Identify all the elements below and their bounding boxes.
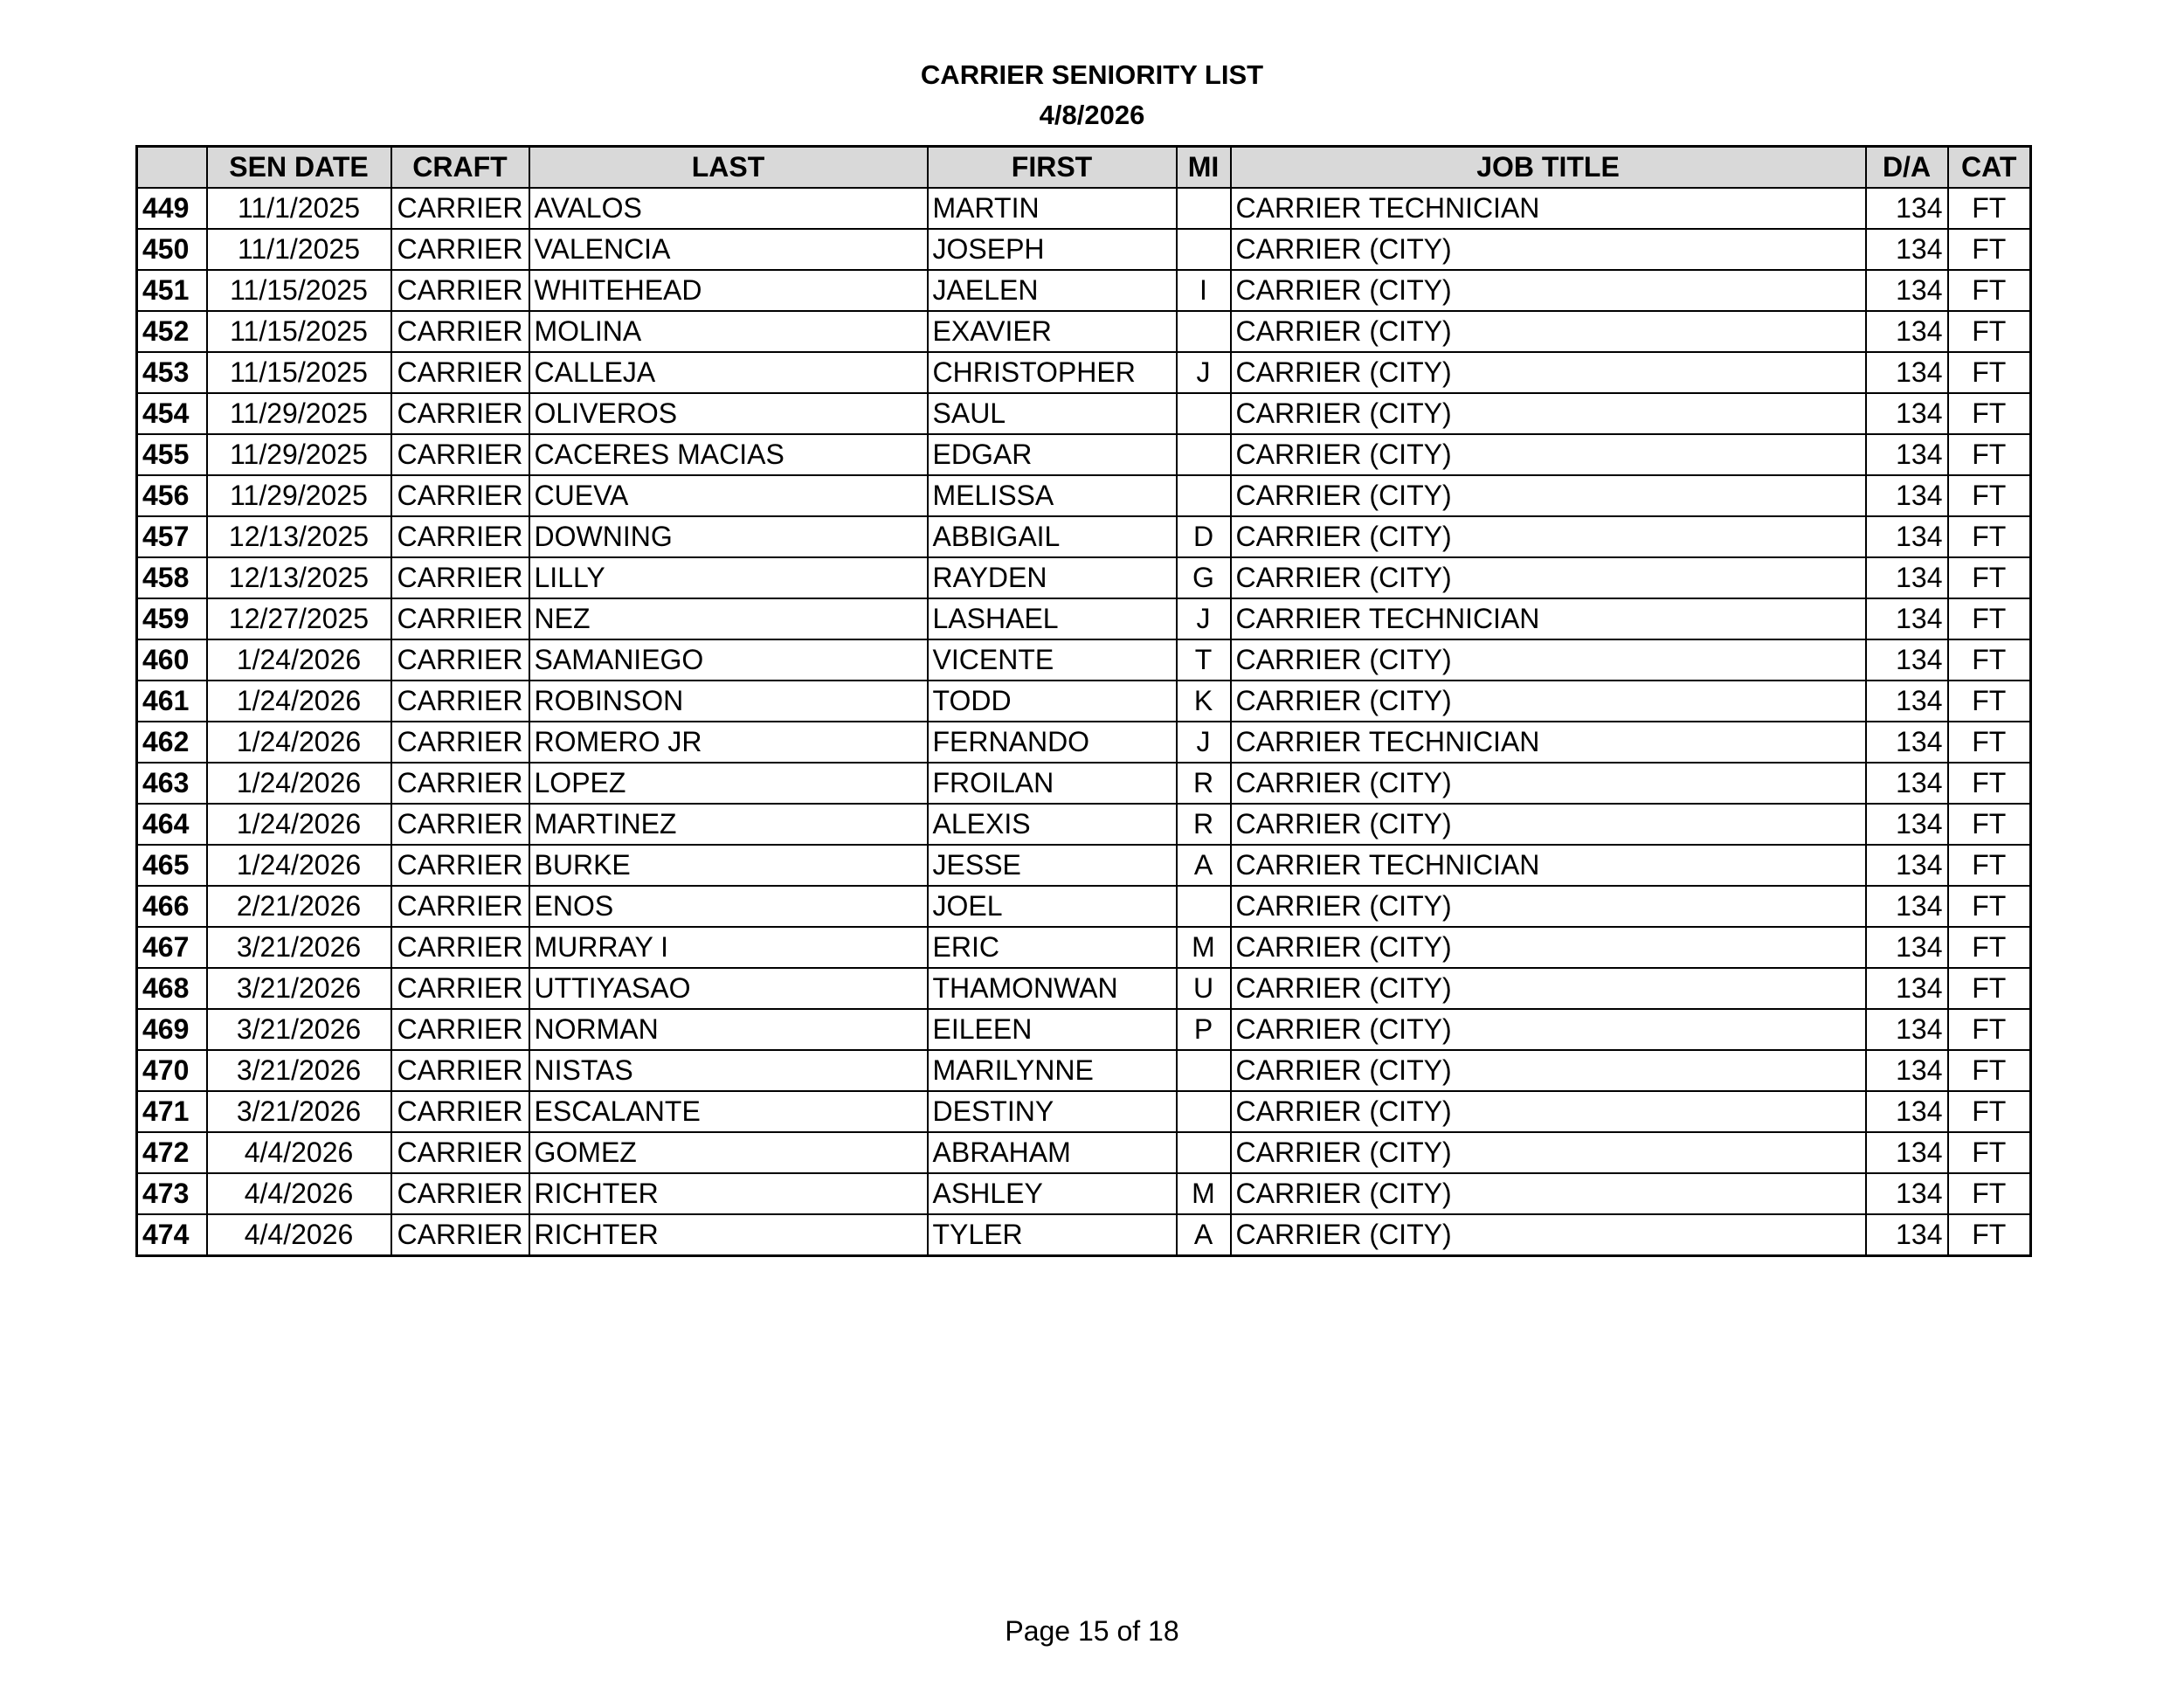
table-row — [137, 1132, 2031, 1173]
table-row — [137, 188, 2031, 229]
cell-mi — [1177, 1050, 1231, 1091]
table-row — [137, 557, 2031, 598]
cell-mi — [1177, 393, 1231, 434]
table-row — [137, 845, 2031, 886]
cell-first: MELISSA — [928, 475, 1177, 516]
cell-sen-date: 3/21/2026 — [207, 1050, 391, 1091]
page-footer: Page 15 of 18 — [1005, 1615, 1179, 1647]
cell-last: DOWNING — [529, 516, 928, 557]
cell-craft: CARRIER — [391, 516, 529, 557]
cell-craft: CARRIER — [391, 598, 529, 639]
cell-last: CALLEJA — [529, 352, 928, 393]
cell-mi — [1177, 311, 1231, 352]
cell-first: EXAVIER — [928, 311, 1177, 352]
cell-craft: CARRIER — [391, 1173, 529, 1214]
table-row — [137, 722, 2031, 763]
cell-cat: FT — [1948, 516, 2031, 557]
cell-number: 460 — [137, 639, 207, 681]
cell-cat: FT — [1948, 434, 2031, 475]
cell-number: 466 — [137, 886, 207, 927]
cell-mi — [1177, 886, 1231, 927]
cell-sen-date: 3/21/2026 — [207, 927, 391, 968]
cell-first: JOSEPH — [928, 229, 1177, 270]
cell-number: 450 — [137, 229, 207, 270]
cell-da: 134 — [1866, 681, 1948, 722]
cell-last: ESCALANTE — [529, 1091, 928, 1132]
table-row — [137, 681, 2031, 722]
cell-da: 134 — [1866, 927, 1948, 968]
cell-da: 134 — [1866, 1132, 1948, 1173]
cell-cat: FT — [1948, 1173, 2031, 1214]
header-sen-date: SEN DATE — [207, 147, 391, 189]
cell-mi: A — [1177, 1214, 1231, 1256]
cell-cat: FT — [1948, 188, 2031, 229]
cell-last: CUEVA — [529, 475, 928, 516]
cell-last: AVALOS — [529, 188, 928, 229]
cell-mi: A — [1177, 845, 1231, 886]
cell-last: OLIVEROS — [529, 393, 928, 434]
cell-number: 470 — [137, 1050, 207, 1091]
cell-number: 461 — [137, 681, 207, 722]
cell-sen-date: 4/4/2026 — [207, 1132, 391, 1173]
cell-sen-date: 1/24/2026 — [207, 763, 391, 804]
cell-mi: J — [1177, 352, 1231, 393]
table-row — [137, 475, 2031, 516]
cell-first: JAELEN — [928, 270, 1177, 311]
cell-da: 134 — [1866, 352, 1948, 393]
table-row — [137, 393, 2031, 434]
cell-cat: FT — [1948, 475, 2031, 516]
table-row — [137, 598, 2031, 639]
cell-job-title: CARRIER TECHNICIAN — [1231, 722, 1866, 763]
cell-job-title: CARRIER (CITY) — [1231, 681, 1866, 722]
cell-craft: CARRIER — [391, 188, 529, 229]
cell-sen-date: 12/13/2025 — [207, 557, 391, 598]
cell-last: GOMEZ — [529, 1132, 928, 1173]
cell-cat: FT — [1948, 639, 2031, 681]
cell-sen-date: 12/13/2025 — [207, 516, 391, 557]
table-row — [137, 229, 2031, 270]
cell-craft: CARRIER — [391, 311, 529, 352]
cell-sen-date: 1/24/2026 — [207, 845, 391, 886]
cell-mi — [1177, 229, 1231, 270]
cell-cat: FT — [1948, 311, 2031, 352]
table-row — [137, 639, 2031, 681]
cell-craft: CARRIER — [391, 229, 529, 270]
cell-cat: FT — [1948, 722, 2031, 763]
cell-cat: FT — [1948, 845, 2031, 886]
cell-number: 468 — [137, 968, 207, 1009]
cell-first: LASHAEL — [928, 598, 1177, 639]
cell-da: 134 — [1866, 845, 1948, 886]
cell-first: EDGAR — [928, 434, 1177, 475]
cell-sen-date: 11/29/2025 — [207, 434, 391, 475]
cell-da: 134 — [1866, 229, 1948, 270]
table-header-row — [137, 147, 2031, 189]
cell-da: 134 — [1866, 1173, 1948, 1214]
cell-number: 457 — [137, 516, 207, 557]
cell-sen-date: 1/24/2026 — [207, 639, 391, 681]
cell-first: ERIC — [928, 927, 1177, 968]
cell-cat: FT — [1948, 886, 2031, 927]
cell-sen-date: 1/24/2026 — [207, 722, 391, 763]
cell-cat: FT — [1948, 229, 2031, 270]
cell-number: 459 — [137, 598, 207, 639]
cell-last: SAMANIEGO — [529, 639, 928, 681]
table-row — [137, 927, 2031, 968]
cell-first: MARTIN — [928, 188, 1177, 229]
cell-number: 472 — [137, 1132, 207, 1173]
cell-craft: CARRIER — [391, 1132, 529, 1173]
table-row — [137, 1091, 2031, 1132]
cell-craft: CARRIER — [391, 1091, 529, 1132]
cell-cat: FT — [1948, 1214, 2031, 1256]
cell-sen-date: 3/21/2026 — [207, 1009, 391, 1050]
cell-job-title: CARRIER (CITY) — [1231, 434, 1866, 475]
cell-number: 474 — [137, 1214, 207, 1256]
cell-da: 134 — [1866, 188, 1948, 229]
cell-last: MURRAY I — [529, 927, 928, 968]
cell-cat: FT — [1948, 557, 2031, 598]
cell-last: VALENCIA — [529, 229, 928, 270]
header-craft: CRAFT — [391, 147, 529, 189]
cell-sen-date: 11/1/2025 — [207, 188, 391, 229]
table-row — [137, 886, 2031, 927]
cell-last: CACERES MACIAS — [529, 434, 928, 475]
cell-job-title: CARRIER (CITY) — [1231, 927, 1866, 968]
cell-job-title: CARRIER (CITY) — [1231, 1132, 1866, 1173]
header-last: LAST — [529, 147, 928, 189]
cell-mi: T — [1177, 639, 1231, 681]
cell-mi — [1177, 1132, 1231, 1173]
cell-first: JOEL — [928, 886, 1177, 927]
cell-craft: CARRIER — [391, 352, 529, 393]
cell-job-title: CARRIER (CITY) — [1231, 886, 1866, 927]
cell-last: RICHTER — [529, 1214, 928, 1256]
header-job-title: JOB TITLE — [1231, 147, 1866, 189]
cell-job-title: CARRIER (CITY) — [1231, 1050, 1866, 1091]
cell-cat: FT — [1948, 393, 2031, 434]
cell-number: 449 — [137, 188, 207, 229]
table-row — [137, 804, 2031, 845]
cell-first: TODD — [928, 681, 1177, 722]
cell-job-title: CARRIER (CITY) — [1231, 229, 1866, 270]
cell-cat: FT — [1948, 352, 2031, 393]
cell-job-title: CARRIER (CITY) — [1231, 270, 1866, 311]
table-row — [137, 516, 2031, 557]
cell-mi: J — [1177, 722, 1231, 763]
cell-job-title: CARRIER (CITY) — [1231, 393, 1866, 434]
cell-craft: CARRIER — [391, 393, 529, 434]
table-row — [137, 270, 2031, 311]
cell-da: 134 — [1866, 516, 1948, 557]
cell-job-title: CARRIER (CITY) — [1231, 352, 1866, 393]
table-row — [137, 352, 2031, 393]
cell-cat: FT — [1948, 598, 2031, 639]
cell-number: 464 — [137, 804, 207, 845]
cell-first: CHRISTOPHER — [928, 352, 1177, 393]
cell-cat: FT — [1948, 1009, 2031, 1050]
cell-mi — [1177, 188, 1231, 229]
cell-da: 134 — [1866, 393, 1948, 434]
cell-sen-date: 11/15/2025 — [207, 311, 391, 352]
cell-first: MARILYNNE — [928, 1050, 1177, 1091]
cell-sen-date: 3/21/2026 — [207, 968, 391, 1009]
cell-job-title: CARRIER (CITY) — [1231, 475, 1866, 516]
cell-job-title: CARRIER (CITY) — [1231, 763, 1866, 804]
cell-craft: CARRIER — [391, 639, 529, 681]
cell-da: 134 — [1866, 434, 1948, 475]
cell-number: 455 — [137, 434, 207, 475]
cell-last: LILLY — [529, 557, 928, 598]
cell-first: VICENTE — [928, 639, 1177, 681]
cell-mi: M — [1177, 927, 1231, 968]
cell-sen-date: 11/29/2025 — [207, 475, 391, 516]
cell-last: ENOS — [529, 886, 928, 927]
cell-da: 134 — [1866, 886, 1948, 927]
seniority-table — [135, 145, 2032, 1257]
cell-sen-date: 11/1/2025 — [207, 229, 391, 270]
cell-last: LOPEZ — [529, 763, 928, 804]
cell-craft: CARRIER — [391, 968, 529, 1009]
cell-craft: CARRIER — [391, 886, 529, 927]
cell-mi — [1177, 475, 1231, 516]
cell-first: JESSE — [928, 845, 1177, 886]
cell-mi: R — [1177, 804, 1231, 845]
cell-cat: FT — [1948, 968, 2031, 1009]
cell-mi: K — [1177, 681, 1231, 722]
cell-da: 134 — [1866, 1050, 1948, 1091]
cell-craft: CARRIER — [391, 1050, 529, 1091]
document-title: CARRIER SENIORITY LIST — [920, 59, 1264, 90]
cell-mi — [1177, 1091, 1231, 1132]
cell-job-title: CARRIER TECHNICIAN — [1231, 845, 1866, 886]
cell-last: RICHTER — [529, 1173, 928, 1214]
cell-sen-date: 11/15/2025 — [207, 270, 391, 311]
cell-number: 454 — [137, 393, 207, 434]
cell-number: 452 — [137, 311, 207, 352]
cell-last: MOLINA — [529, 311, 928, 352]
cell-mi: P — [1177, 1009, 1231, 1050]
table-row — [137, 1173, 2031, 1214]
cell-craft: CARRIER — [391, 804, 529, 845]
cell-last: MARTINEZ — [529, 804, 928, 845]
cell-da: 134 — [1866, 1214, 1948, 1256]
header-da: D/A — [1866, 147, 1948, 189]
cell-job-title: CARRIER (CITY) — [1231, 1009, 1866, 1050]
header-number — [137, 147, 207, 189]
cell-sen-date: 4/4/2026 — [207, 1173, 391, 1214]
cell-sen-date: 11/15/2025 — [207, 352, 391, 393]
cell-cat: FT — [1948, 927, 2031, 968]
table-row — [137, 763, 2031, 804]
cell-number: 462 — [137, 722, 207, 763]
cell-first: EILEEN — [928, 1009, 1177, 1050]
cell-job-title: CARRIER (CITY) — [1231, 516, 1866, 557]
cell-mi: J — [1177, 598, 1231, 639]
cell-cat: FT — [1948, 681, 2031, 722]
cell-da: 134 — [1866, 722, 1948, 763]
cell-number: 473 — [137, 1173, 207, 1214]
cell-craft: CARRIER — [391, 270, 529, 311]
cell-craft: CARRIER — [391, 434, 529, 475]
cell-first: ABRAHAM — [928, 1132, 1177, 1173]
cell-mi: R — [1177, 763, 1231, 804]
cell-craft: CARRIER — [391, 1214, 529, 1256]
cell-first: ALEXIS — [928, 804, 1177, 845]
cell-job-title: CARRIER (CITY) — [1231, 968, 1866, 1009]
table-row — [137, 434, 2031, 475]
cell-da: 134 — [1866, 557, 1948, 598]
cell-sen-date: 4/4/2026 — [207, 1214, 391, 1256]
cell-last: NORMAN — [529, 1009, 928, 1050]
header-mi: MI — [1177, 147, 1231, 189]
table-row — [137, 1009, 2031, 1050]
cell-mi: D — [1177, 516, 1231, 557]
cell-job-title: CARRIER (CITY) — [1231, 1173, 1866, 1214]
cell-number: 467 — [137, 927, 207, 968]
cell-da: 134 — [1866, 475, 1948, 516]
cell-mi — [1177, 434, 1231, 475]
cell-job-title: CARRIER (CITY) — [1231, 804, 1866, 845]
cell-da: 134 — [1866, 1091, 1948, 1132]
cell-last: ROMERO JR — [529, 722, 928, 763]
cell-number: 458 — [137, 557, 207, 598]
cell-number: 471 — [137, 1091, 207, 1132]
cell-last: UTTIYASAO — [529, 968, 928, 1009]
cell-sen-date: 1/24/2026 — [207, 804, 391, 845]
table-body — [137, 188, 2031, 1256]
cell-cat: FT — [1948, 763, 2031, 804]
cell-first: RAYDEN — [928, 557, 1177, 598]
cell-first: FERNANDO — [928, 722, 1177, 763]
cell-first: DESTINY — [928, 1091, 1177, 1132]
cell-mi: M — [1177, 1173, 1231, 1214]
table-row — [137, 968, 2031, 1009]
cell-craft: CARRIER — [391, 475, 529, 516]
cell-cat: FT — [1948, 1132, 2031, 1173]
cell-craft: CARRIER — [391, 845, 529, 886]
cell-sen-date: 3/21/2026 — [207, 1091, 391, 1132]
cell-mi: G — [1177, 557, 1231, 598]
header-cat: CAT — [1948, 147, 2031, 189]
cell-mi: U — [1177, 968, 1231, 1009]
cell-job-title: CARRIER (CITY) — [1231, 311, 1866, 352]
cell-da: 134 — [1866, 763, 1948, 804]
cell-cat: FT — [1948, 1091, 2031, 1132]
cell-first: SAUL — [928, 393, 1177, 434]
cell-last: NISTAS — [529, 1050, 928, 1091]
cell-da: 134 — [1866, 804, 1948, 845]
cell-craft: CARRIER — [391, 927, 529, 968]
cell-da: 134 — [1866, 968, 1948, 1009]
cell-number: 469 — [137, 1009, 207, 1050]
table-row — [137, 1214, 2031, 1256]
cell-job-title: CARRIER TECHNICIAN — [1231, 598, 1866, 639]
cell-sen-date: 2/21/2026 — [207, 886, 391, 927]
cell-job-title: CARRIER (CITY) — [1231, 1091, 1866, 1132]
table-row — [137, 311, 2031, 352]
table-row — [137, 1050, 2031, 1091]
cell-da: 134 — [1866, 270, 1948, 311]
cell-craft: CARRIER — [391, 763, 529, 804]
cell-mi: I — [1177, 270, 1231, 311]
cell-cat: FT — [1948, 1050, 2031, 1091]
cell-first: FROILAN — [928, 763, 1177, 804]
cell-first: THAMONWAN — [928, 968, 1177, 1009]
cell-craft: CARRIER — [391, 722, 529, 763]
cell-da: 134 — [1866, 639, 1948, 681]
cell-da: 134 — [1866, 598, 1948, 639]
cell-last: ROBINSON — [529, 681, 928, 722]
cell-job-title: CARRIER TECHNICIAN — [1231, 188, 1866, 229]
cell-number: 451 — [137, 270, 207, 311]
cell-job-title: CARRIER (CITY) — [1231, 1214, 1866, 1256]
cell-sen-date: 11/29/2025 — [207, 393, 391, 434]
cell-da: 134 — [1866, 1009, 1948, 1050]
cell-first: ASHLEY — [928, 1173, 1177, 1214]
cell-number: 453 — [137, 352, 207, 393]
cell-first: TYLER — [928, 1214, 1177, 1256]
cell-sen-date: 1/24/2026 — [207, 681, 391, 722]
cell-first: ABBIGAIL — [928, 516, 1177, 557]
header-first: FIRST — [928, 147, 1177, 189]
cell-cat: FT — [1948, 804, 2031, 845]
cell-craft: CARRIER — [391, 681, 529, 722]
cell-sen-date: 12/27/2025 — [207, 598, 391, 639]
cell-number: 463 — [137, 763, 207, 804]
cell-cat: FT — [1948, 270, 2031, 311]
cell-craft: CARRIER — [391, 557, 529, 598]
cell-craft: CARRIER — [391, 1009, 529, 1050]
cell-last: BURKE — [529, 845, 928, 886]
cell-last: NEZ — [529, 598, 928, 639]
cell-job-title: CARRIER (CITY) — [1231, 639, 1866, 681]
cell-number: 456 — [137, 475, 207, 516]
cell-job-title: CARRIER (CITY) — [1231, 557, 1866, 598]
cell-number: 465 — [137, 845, 207, 886]
document-date: 4/8/2026 — [1039, 100, 1145, 130]
cell-da: 134 — [1866, 311, 1948, 352]
cell-last: WHITEHEAD — [529, 270, 928, 311]
